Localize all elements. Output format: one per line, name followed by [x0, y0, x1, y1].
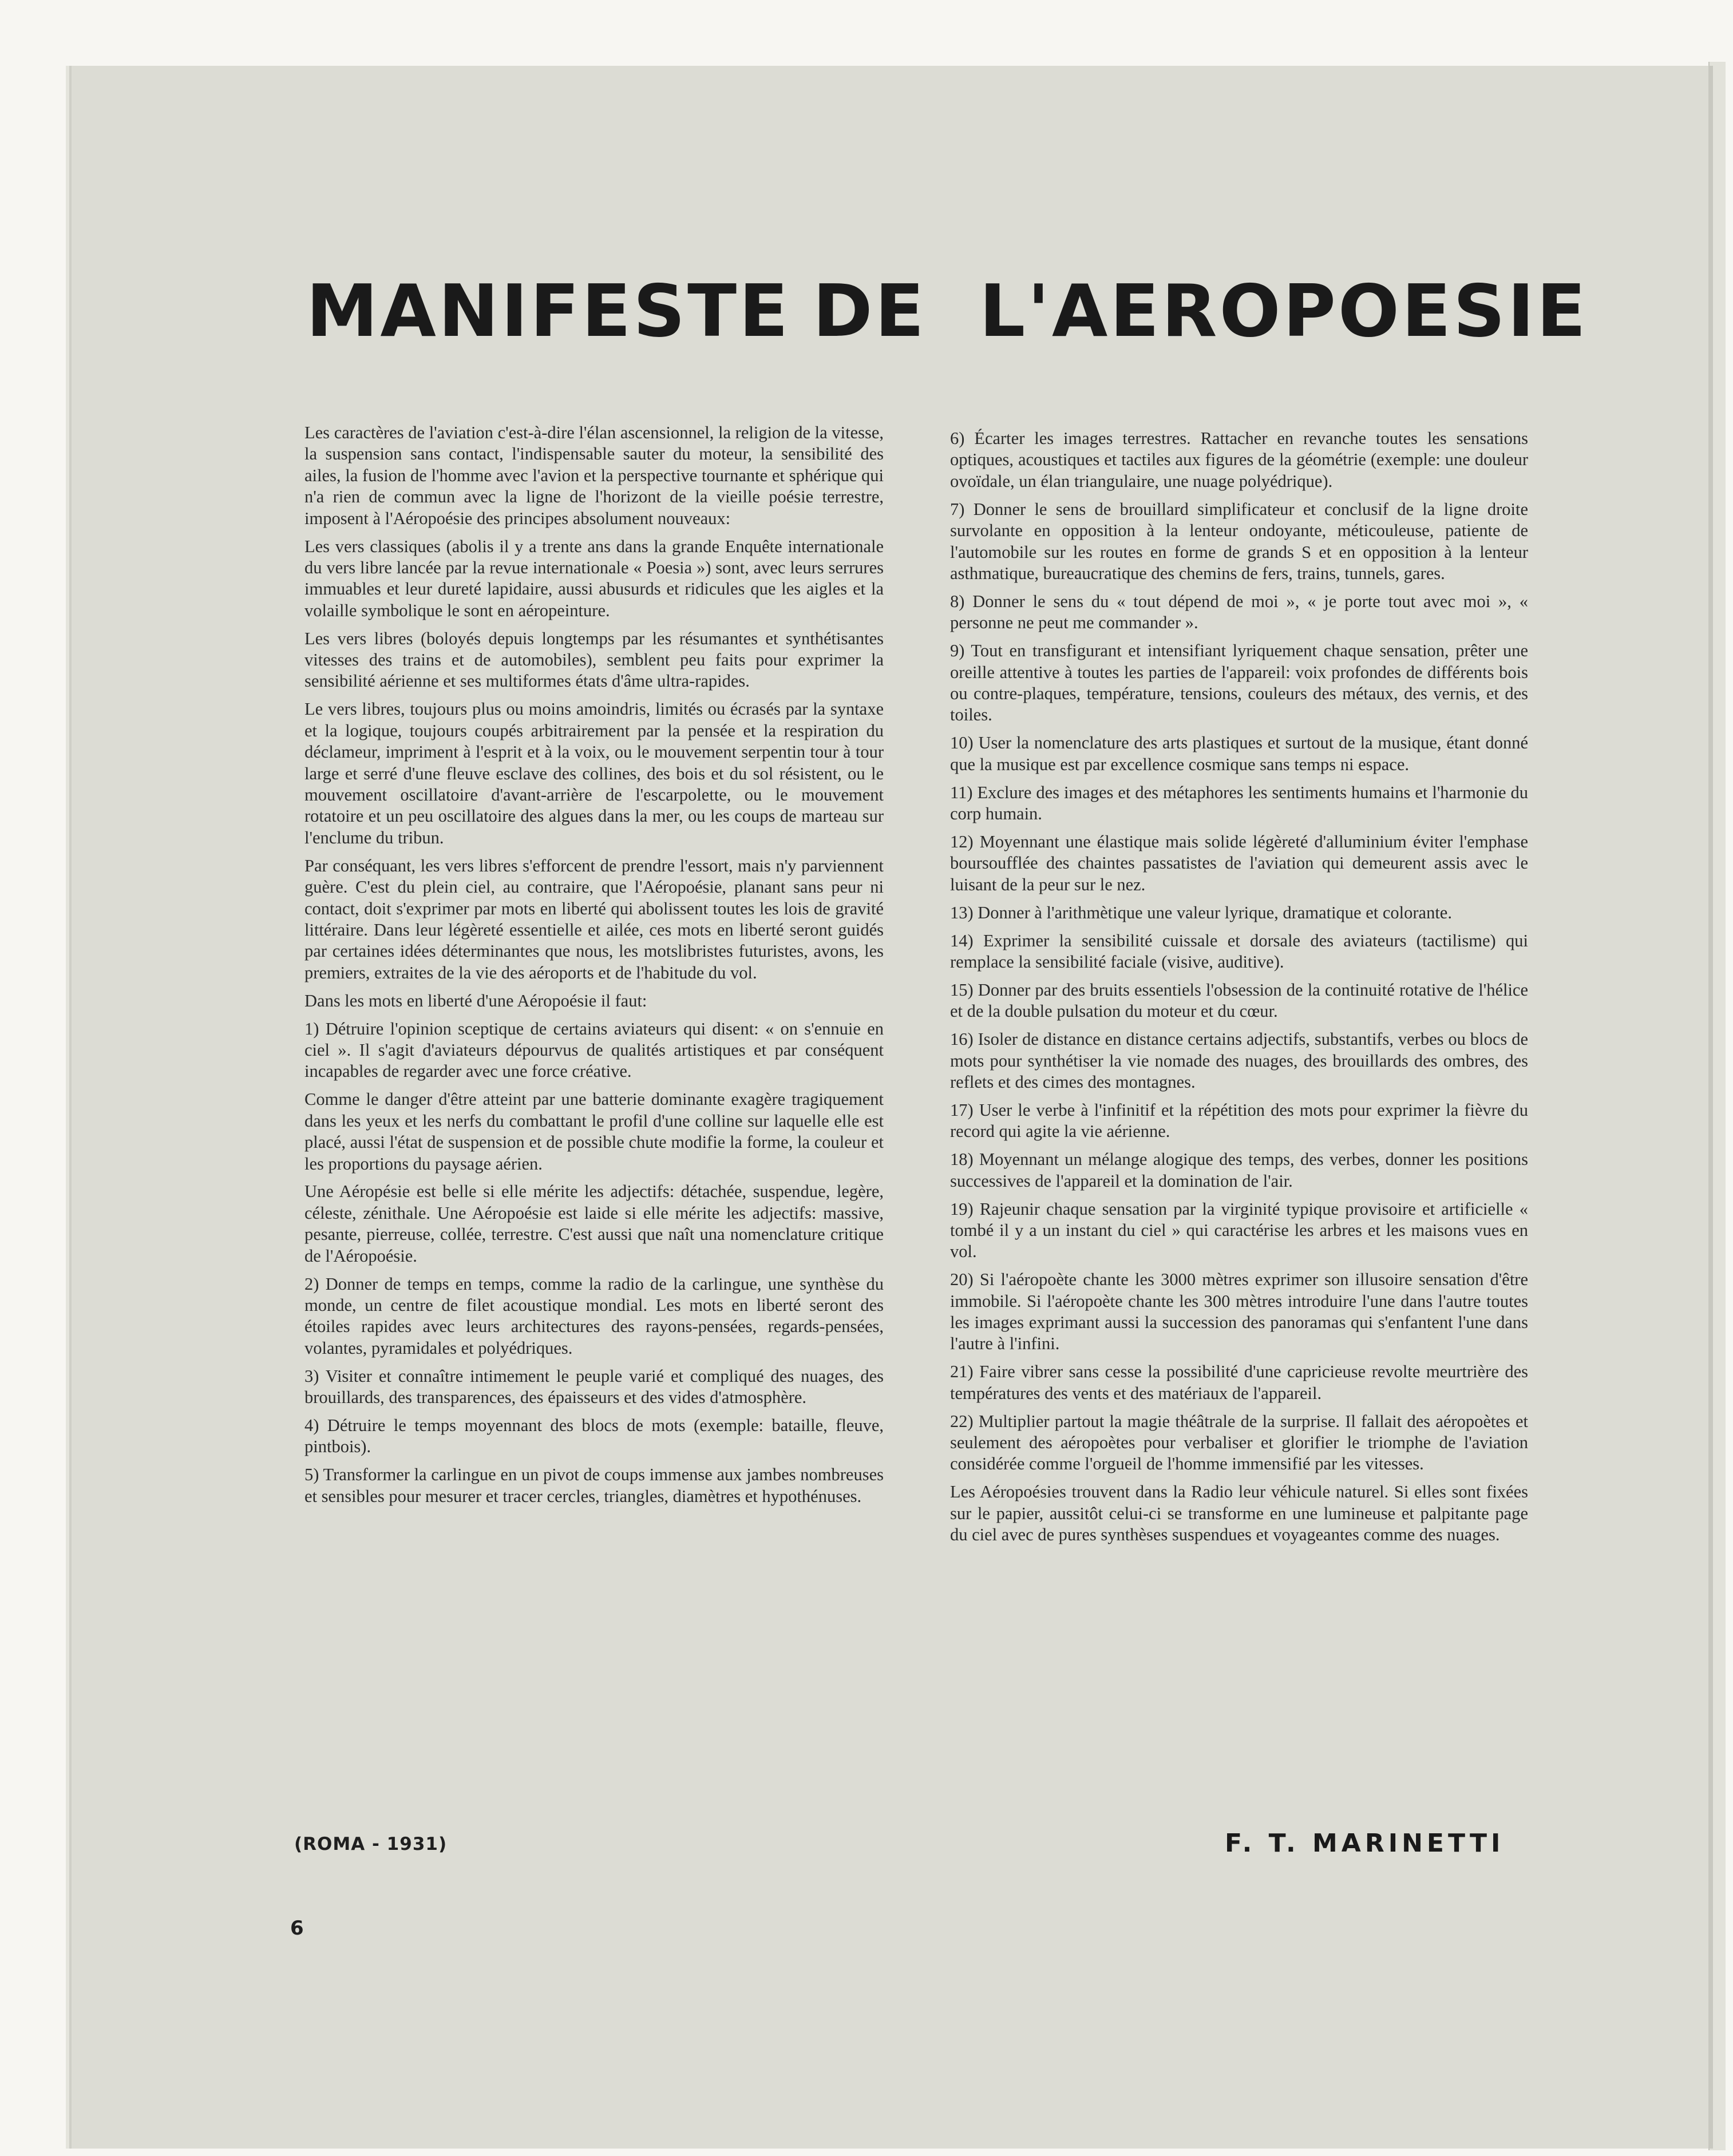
paragraph: 19) Rajeunir chaque sensation par la virginité typique provisoire et artificielle « tombé il y a un instant du ciel » qui caractérise les arbres et les maisons vues en vol.	[950, 1199, 1528, 1262]
paragraph: Les vers libres (boloyés depuis longtemps par les résumantes et synthétisantes vitesses des trains et de automobiles), semblent peu faits pour exprimer la sensibilité aérienne et ses multiformes états d'âme ultra-rapides.	[304, 628, 884, 691]
paragraph: 5) Transformer la carlingue en un pivot de coups immense aux jambes nombreuses et sensibles pour mesurer et tracer cercles, triangles, diamètres et hypothénuses.	[304, 1465, 884, 1506]
date-place: (ROMA - 1931)	[294, 1834, 448, 1854]
page-number: 6	[290, 1917, 304, 1940]
paragraph: 4) Détruire le temps moyennant des blocs de mots (exemple: bataille, fleuve, pintbois).	[304, 1415, 884, 1457]
paragraph: 21) Faire vibrer sans cesse la possibilité d'une capricieuse revolte meurtrière des températures des vents et des matériaux de l'appareil.	[950, 1362, 1528, 1403]
paragraph: 7) Donner le sens de brouillard simplificateur et conclusif de la ligne droite survolante en opposition à la lenteur ondoyante, méticouleuse, patiente de l'automobile sur les routes en forme de grands S et en opposition à la lenteur asthmatique, bureaucratique des chemins de fers, trains, tunnels, gares.	[950, 499, 1528, 583]
paragraph: 8) Donner le sens du « tout dépend de moi », « je porte tout avec moi », « personne ne peut me commander ».	[950, 591, 1528, 633]
text-column-left	[304, 422, 884, 1514]
paragraph: Le vers libres, toujours plus ou moins amoindris, limités ou écrasés par la syntaxe et la logique, toujours coupés arbitrairement par la pensée et la respiration du déclameur, impriment à l'esprit et à la voix, ou le mouvement serpentin tour à tour large et serré d'une fleuve esclave des collines, des bois et du sol résistent, ou le mouvement oscillatoire d'avant-arrière de l'escarpolette, ou le mouvement rotatoire et un peu oscillatoire des algues dans la mer, ou les coups de marteau sur l'enclume du tribun.	[304, 699, 884, 847]
title-word-de: DE	[813, 269, 927, 354]
title-word-aeropoesie: L'AEROPOESIE	[979, 269, 1588, 354]
paragraph: 18) Moyennant un mélange alogique des temps, des verbes, donner les positions successives de l'appareil et la domination de l'air.	[950, 1150, 1528, 1191]
paragraph: 14) Exprimer la sensibilité cuissale et dorsale des aviateurs (tactilisme) qui remplace la sensibilité faciale (visive, auditive).	[950, 930, 1528, 972]
paragraph: 22) Multiplier partout la magie théâtrale de la surprise. Il fallait des aéropoètes et seulement des aéropoètes pour verbaliser et glorifier le triomphe de l'aviation considérée comme l'orgueil de l'homme immensifié par les vitesses.	[950, 1411, 1528, 1474]
paragraph: Les caractères de l'aviation c'est-à-dire l'élan ascensionnel, la religion de la vitesse, la suspension sans contact, l'indispensable sauter du moteur, la sensibilité des ailes, la fusion de l'homme avec l'avion et la perspective tournante et sphérique qui n'a rien de commun avec la ligne de l'horizont de la vieille poésie terrestre, imposent à l'Aéropoésie des principes absolument nouveaux:	[304, 423, 884, 528]
paragraph: Dans les mots en liberté d'une Aéropoésie il faut:	[304, 990, 647, 1010]
paragraph: Comme le danger d'être atteint par une batterie dominante exagère tragiquement dans les yeux et les nerfs du combattant le profil d'une colline sur laquelle elle est placé, aussi l'état de suspension et de possible chute modifie la forme, la couleur et les proportions du paysage aérien.	[304, 1089, 884, 1174]
text-column-right	[950, 428, 1528, 1552]
paragraph: 9) Tout en transfigurant et intensifiant lyriquement chaque sensation, prêter une oreille attentive à toutes les parties de l'appareil: voix profondes de différents bois ou contre-plaques, température, tensions, couleurs des métaux, des vernis, et des toiles.	[950, 641, 1528, 725]
paragraph: Une Aéropésie est belle si elle mérite les adjectifs: détachée, suspendue, legère, céleste, zénithale. Une Aéropoésie est laide si elle mérite les adjectifs: massive, pesante, pierreuse, collée, terrestre. C'est aussi que naît una nomenclature critique de l'Aéropoésie.	[304, 1182, 884, 1266]
paragraph: 1) Détruire l'opinion sceptique de certains aviateurs qui disent: « on s'ennuie en ciel ». Il s'agit d'aviateurs dépourvus de qualités artistiques et par conséquent incapables de regarder avec une force créative.	[304, 1018, 884, 1081]
paragraph: Les vers classiques (abolis il y a trente ans dans la grande Enquête internationale du vers libre lancée par la revue internationale « Poesia ») sont, avec leurs serrures immuables et leur dureté lapidaire, aussi abusurds et ridicules que les aigles et la volaille symbolique le sont en aéropeinture.	[304, 536, 884, 620]
title-word-manifeste: MANIFESTE	[306, 269, 791, 354]
paragraph: 11) Exclure des images et des métaphores les sentiments humains et l'harmonie du corp humain.	[950, 782, 1528, 823]
paragraph: 10) User la nomenclature des arts plastiques et surtout de la musique, étant donné que la musique est par excellence cosmique sans temps ni espace.	[950, 733, 1528, 774]
paragraph: 15) Donner par des bruits essentiels l'obsession de la continuité rotative de l'hélice et de la double pulsation du moteur et du cœur.	[950, 980, 1528, 1021]
paragraph: 17) User le verbe à l'infinitif et la répétition des mots pour exprimer la fièvre du record qui agite la vie aérienne.	[950, 1100, 1528, 1142]
paragraph: 20) Si l'aéropoète chante les 3000 mètres exprimer son illusoire sensation d'être immobile. Si l'aéropoète chante les 300 mètres introduire l'une dans l'autre toutes les images exprimant aussi la succession des panoramas qui s'enfantent l'une dans l'autre à l'infini.	[950, 1270, 1528, 1354]
paragraph: 6) Écarter les images terrestres. Rattacher en revanche toutes les sensations optiques, acoustiques et tactiles aux figures de la géométrie (exemple: une douleur ovoïdale, un élan triangulaire, une nuage polyédrique).	[950, 429, 1528, 491]
paragraph: Les Aéropoésies trouvent dans la Radio leur véhicule naturel. Si elles sont fixées sur le papier, aussitôt celui-ci se transforme en une lumineuse et palpitante page du ciel avec de pures synthèses suspendues et voyageantes comme des nuages.	[950, 1482, 1528, 1545]
paragraph: 13) Donner à l'arithmètique une valeur lyrique, dramatique et colorante.	[950, 902, 1452, 922]
paragraph: 12) Moyennant une élastique mais solide légèreté d'alluminium éviter l'emphase boursoufflée des chaintes passatistes de l'aviation qui demeurent assis avec le luisant de la peur sur le nez.	[950, 831, 1528, 894]
paragraph: Par conséquant, les vers libres s'efforcent de prendre l'essort, mais n'y parviennent guère. C'est du plein ciel, au contraire, que l'Aéropoésie, planant sans peur ni contact, doit s'exprimer par mots en liberté qui abolissent toutes les lois de gravité littéraire. Dans leur légèreté essentielle et ailée, ces mots en liberté seront guidés par certaines idées déterminantes que nous, les motslibristes futuristes, avons, les premiers, extraites de la vie des aéroports et de l'habitude du vol.	[304, 855, 884, 982]
paragraph: 3) Visiter et connaître intimement le peuple varié et compliqué des nuages, des brouillards, des transparences, des épaisseurs et des vides d'atmosphère.	[304, 1366, 884, 1408]
next-page-edge	[1708, 62, 1726, 2150]
author-signature: F. T. MARINETTI	[1225, 1829, 1505, 1858]
paragraph: 16) Isoler de distance en distance certains adjectifs, substantifs, verbes ou blocs de mots pour synthétiser la vie nomade des nuages, des brouillards des ombres, des reflets et des cimes des montagnes.	[950, 1029, 1528, 1092]
paragraph: 2) Donner de temps en temps, comme la radio de la carlingue, une synthèse du monde, un centre de filet acoustique mondial. Les mots en liberté seront des étoiles rapides avec leurs architectures des rayons-pensées, regards-pensées, volantes, pyramidales et polyédriques.	[304, 1274, 884, 1358]
